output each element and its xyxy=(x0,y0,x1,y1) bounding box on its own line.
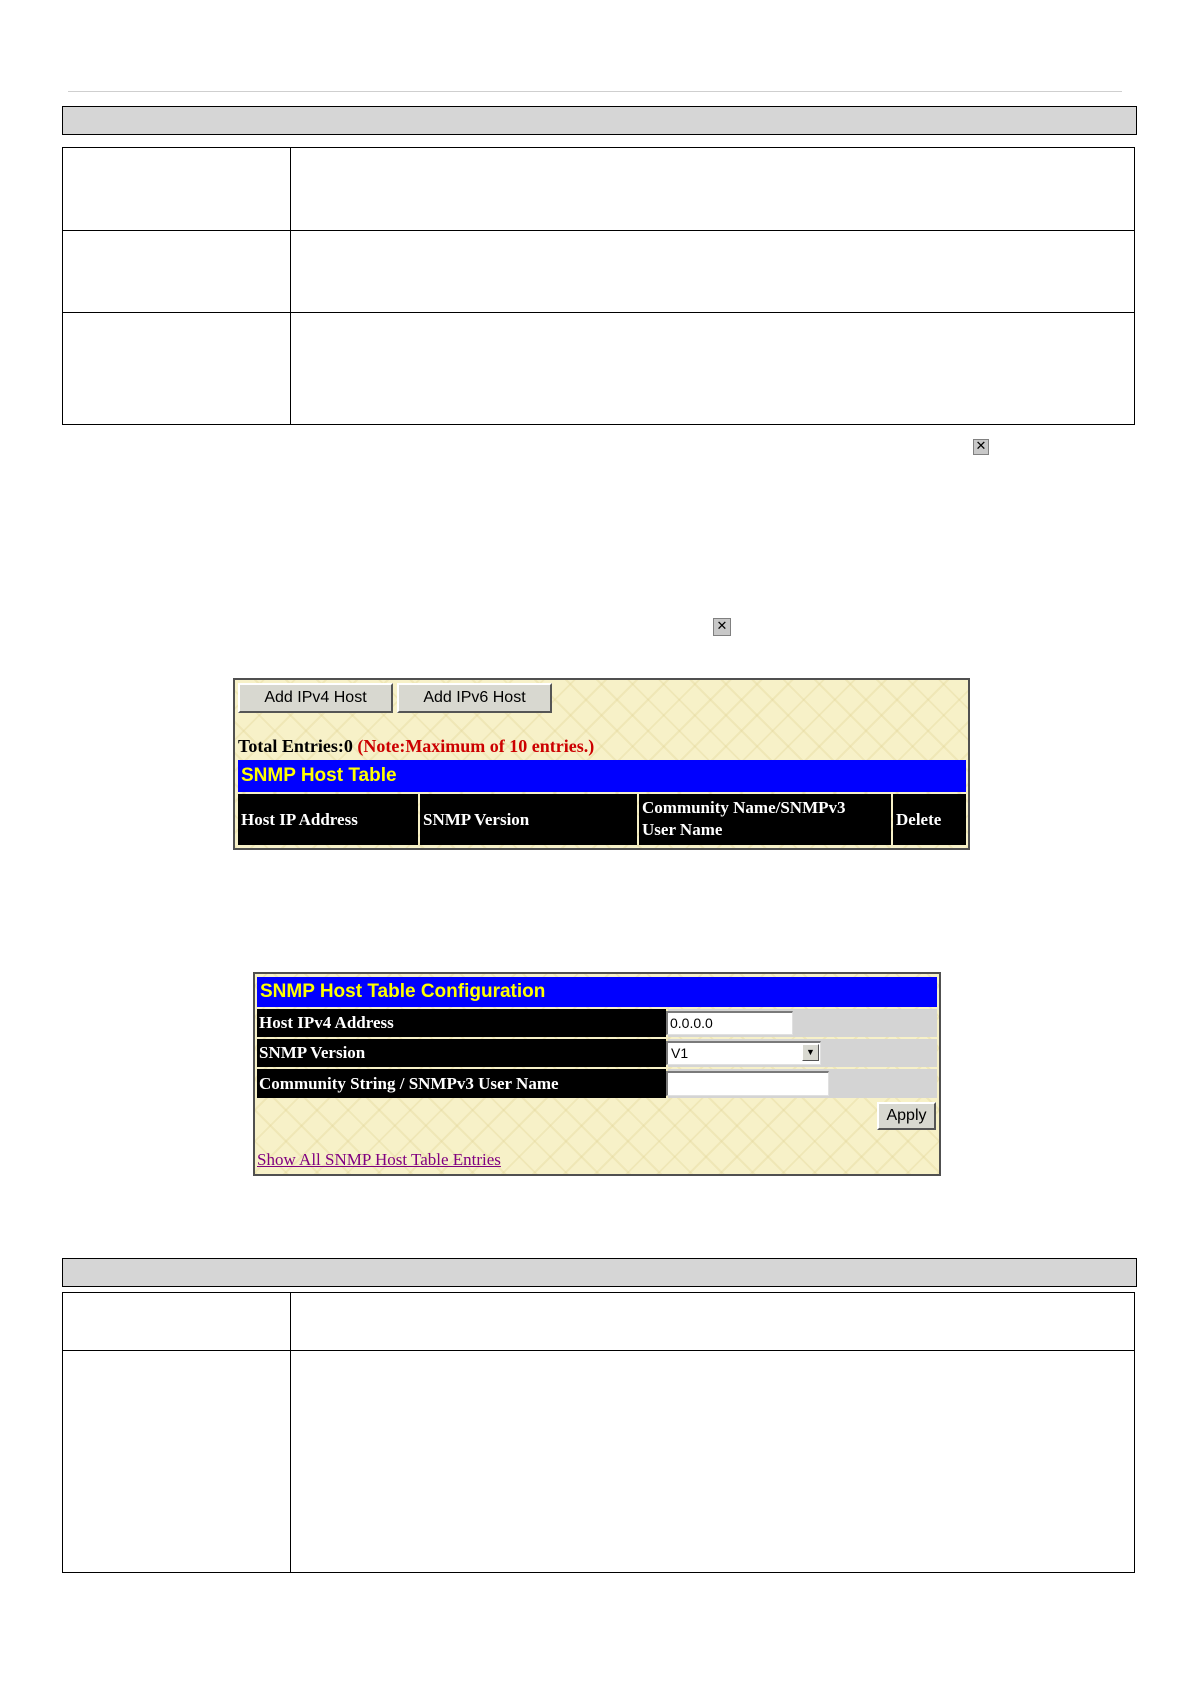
parameter-table xyxy=(62,1292,1135,1573)
table-row xyxy=(63,148,1134,231)
snmp-version-label: SNMP Version xyxy=(257,1039,666,1067)
column-header-delete: Delete xyxy=(893,794,966,845)
chevron-down-icon[interactable]: ▼ xyxy=(802,1044,819,1061)
show-all-host-entries-link[interactable]: Show All SNMP Host Table Entries xyxy=(257,1150,501,1169)
snmp-version-select[interactable] xyxy=(666,1041,821,1065)
column-header-host-ip: Host IP Address xyxy=(238,794,418,845)
column-divider xyxy=(290,1293,291,1572)
snmp-version-selected: V1 xyxy=(671,1045,689,1061)
column-header-snmp-version: SNMP Version xyxy=(420,794,637,845)
host-ipv4-input[interactable]: 0.0.0.0 xyxy=(666,1011,793,1035)
add-ipv6-host-button[interactable]: Add IPv6 Host xyxy=(397,683,552,713)
column-header-community-line1: Community Name/SNMPv3 xyxy=(642,798,846,817)
column-divider xyxy=(290,148,291,424)
snmp-host-config-panel xyxy=(253,972,941,1176)
close-x-icon: ✕ xyxy=(713,618,731,636)
add-ipv4-host-button[interactable]: Add IPv4 Host xyxy=(238,683,393,713)
snmp-host-table-title: SNMP Host Table xyxy=(238,760,966,792)
total-entries-label: Total Entries:0 xyxy=(238,736,353,756)
total-entries xyxy=(238,736,594,757)
table-row xyxy=(63,1350,1134,1573)
close-x-icon: ✕ xyxy=(973,439,989,455)
top-divider xyxy=(68,91,1122,92)
table-row xyxy=(63,1293,1134,1351)
snmp-host-config-title: SNMP Host Table Configuration xyxy=(257,977,937,1007)
table-header-bar xyxy=(62,1258,1137,1287)
community-string-label: Community String / SNMPv3 User Name xyxy=(257,1069,666,1098)
apply-button[interactable]: Apply xyxy=(877,1102,936,1130)
table-row xyxy=(63,230,1134,313)
community-string-input[interactable] xyxy=(666,1071,829,1096)
snmp-host-table-panel xyxy=(233,678,970,850)
host-ipv4-label: Host IPv4 Address xyxy=(257,1009,666,1037)
table-header-bar xyxy=(62,106,1137,135)
table-row xyxy=(63,312,1134,425)
column-header-community-name xyxy=(639,794,891,845)
max-entries-note: (Note:Maximum of 10 entries.) xyxy=(357,736,595,756)
parameter-table xyxy=(62,147,1135,425)
column-header-community-line2: User Name xyxy=(642,820,723,839)
